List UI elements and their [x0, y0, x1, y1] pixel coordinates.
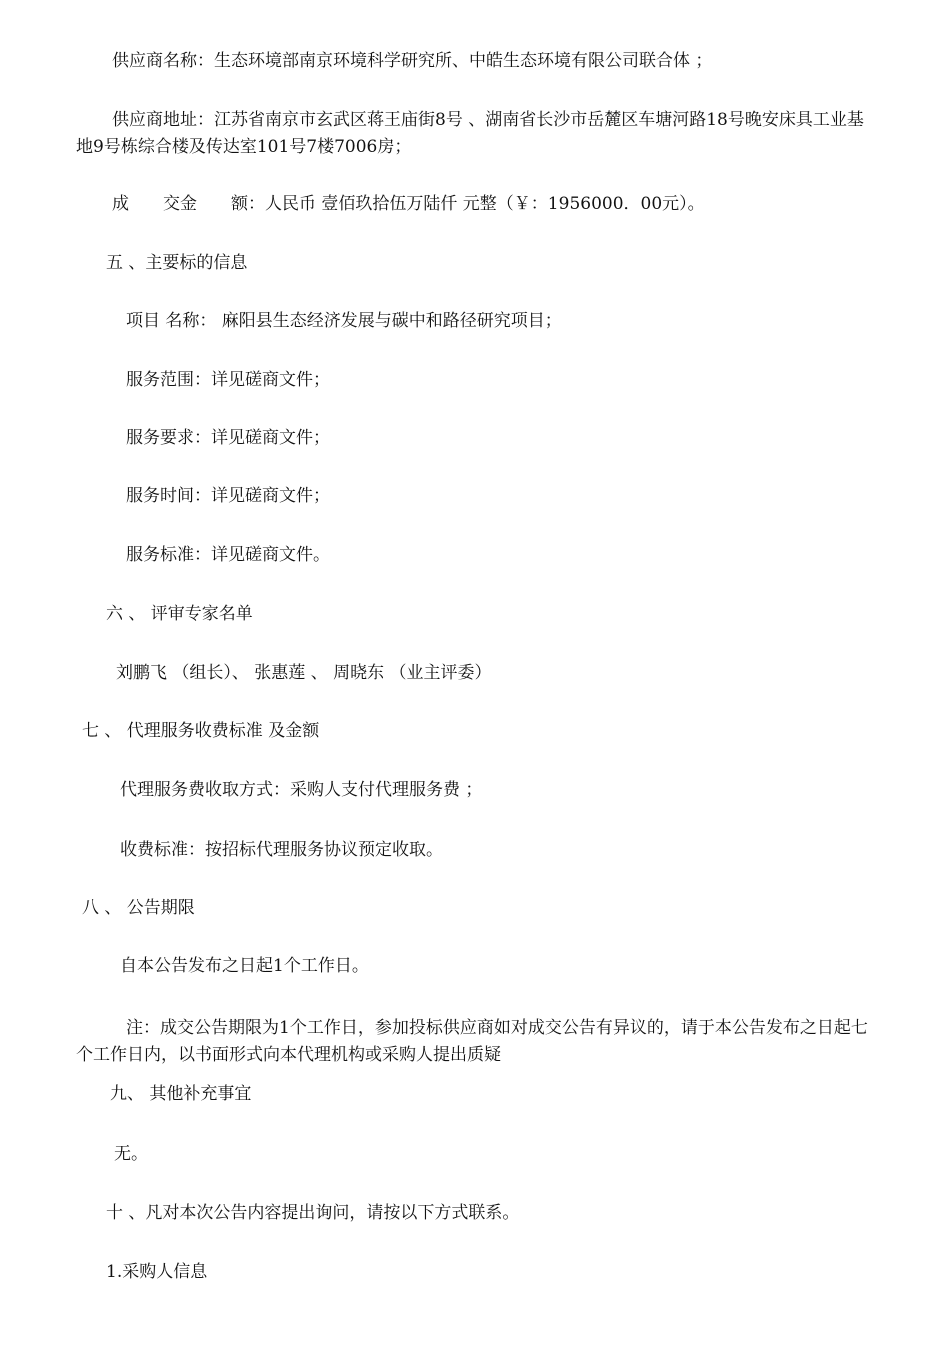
objection-note: 注：成交公告期限为1个工作日，参加投标供应商如对成交公告有异议的，请于本公告发布之日起七个工作日内，以书面形式向本代理机构或采购人提出质疑 — [76, 1018, 868, 1065]
section-5-heading: 五 、主要标的信息 — [106, 253, 248, 273]
supplier-address: 供应商地址：江苏省南京市玄武区蒋王庙街8号 、湖南省长沙市岳麓区车塘河路18号晚安床具工业基地9号栋综合楼及传达室101号7楼7006房； — [76, 110, 864, 157]
section-7-heading: 七 、 代理服务收费标准 及金额 — [82, 721, 320, 741]
section-6-heading: 六 、 评审专家名单 — [106, 604, 253, 624]
fee-standard: 收费标准：按招标代理服务协议预定收取。 — [120, 840, 443, 860]
service-requirements: 服务要求：详见磋商文件； — [126, 428, 330, 448]
service-time: 服务时间：详见磋商文件； — [126, 486, 330, 506]
service-standard: 服务标准：详见磋商文件。 — [126, 545, 330, 565]
notice-period: 自本公告发布之日起1个工作日。 — [120, 956, 369, 976]
service-scope: 服务范围：详见磋商文件； — [126, 370, 330, 390]
section-9-heading: 九、 其他补充事宜 — [110, 1084, 252, 1104]
section-10-heading: 十 、凡对本次公告内容提出询问，请按以下方式联系。 — [106, 1203, 520, 1223]
other-matters: 无。 — [114, 1144, 148, 1164]
project-name: 项目 名称： 麻阳县生态经济发展与碳中和路径研究项目； — [126, 311, 562, 331]
deal-amount: 成 交金 额：人民币 壹佰玖拾伍万陆仟 元整（￥：1956000．00元）。 — [112, 194, 705, 214]
expert-list: 刘鹏飞 （组长）、 张惠莲 、 周晓东 （业主评委） — [116, 663, 492, 683]
purchaser-info-heading: 1.采购人信息 — [106, 1262, 208, 1282]
section-8-heading: 八 、 公告期限 — [82, 898, 195, 918]
supplier-name: 供应商名称：生态环境部南京环境科学研究所、中皓生态环境有限公司联合体 ； — [112, 51, 713, 71]
fee-method: 代理服务费收取方式：采购人支付代理服务费 ； — [120, 780, 483, 800]
